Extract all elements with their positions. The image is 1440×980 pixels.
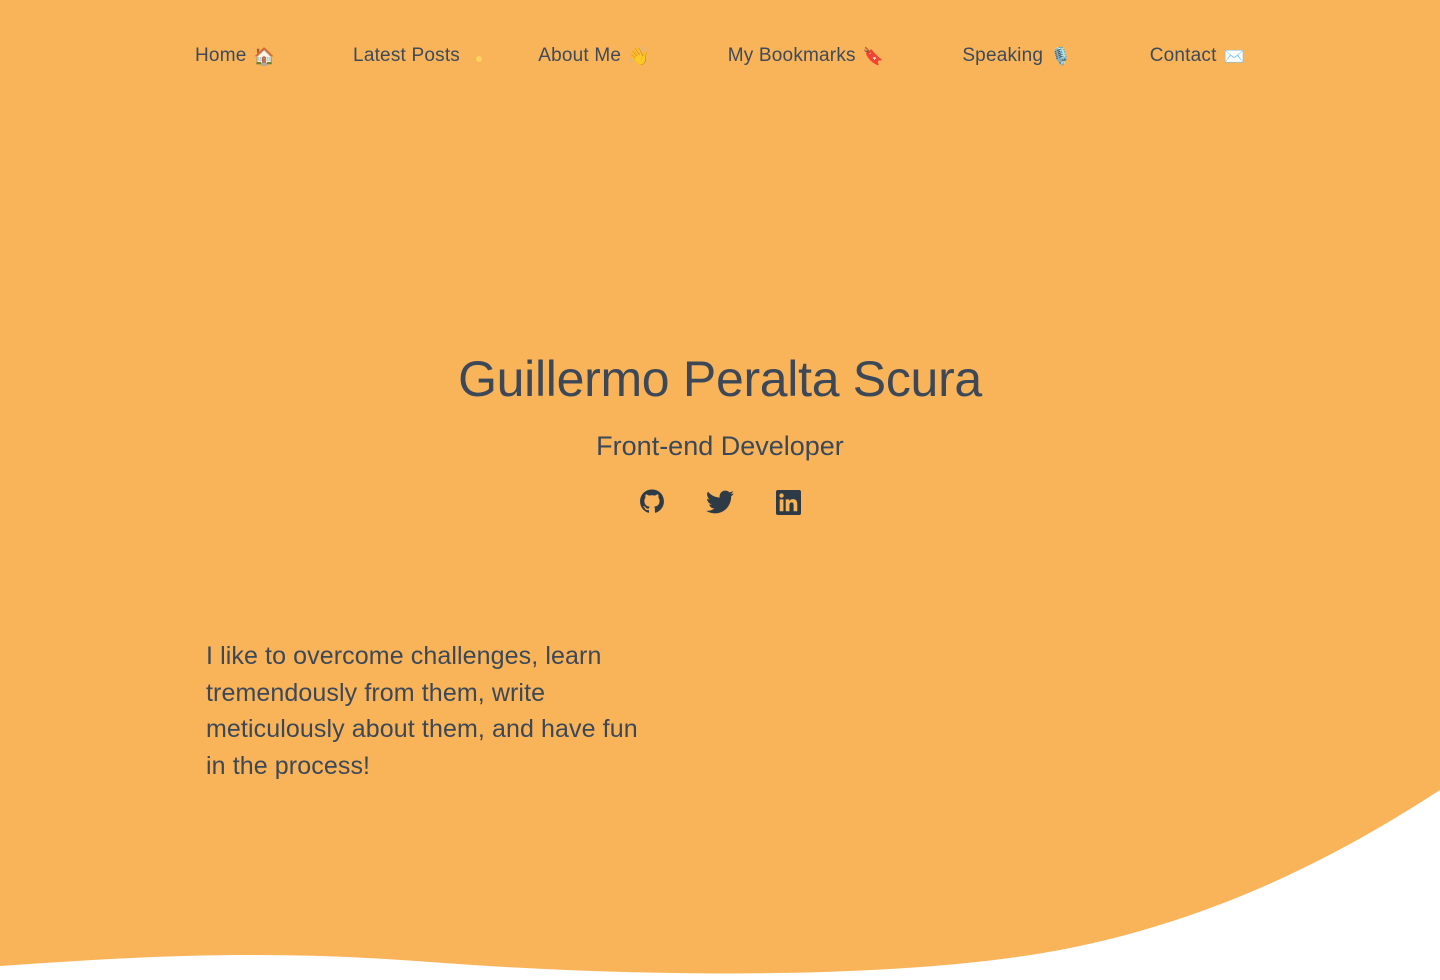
nav-item-home[interactable] — [195, 45, 275, 67]
page-subtitle: Front-end Developer — [596, 431, 844, 461]
nav-item-speaking[interactable] — [962, 45, 1071, 67]
nav-item-label: Speaking — [962, 45, 1044, 66]
nav-item-about-me[interactable] — [538, 45, 649, 67]
nav-item-label: Home — [195, 45, 247, 66]
linkedin-icon[interactable] — [774, 488, 802, 516]
waving-hand-icon: 👋 — [628, 46, 650, 66]
bookmark-icon: 🔖 — [862, 46, 885, 66]
envelope-icon: ✉️ — [1223, 46, 1245, 66]
social-links — [0, 488, 1440, 516]
new-posts-dot-indicator — [476, 56, 482, 62]
hero-section — [0, 352, 1440, 516]
github-icon[interactable] — [638, 488, 666, 516]
twitter-icon[interactable] — [706, 488, 734, 516]
nav-item-label: Contact — [1149, 45, 1217, 66]
house-icon: 🏠 — [253, 46, 275, 66]
nav-item-contact[interactable] — [1150, 45, 1245, 67]
microphone-icon: 🎙️ — [1050, 46, 1072, 66]
nav-list — [195, 45, 1245, 67]
nav-item-my-bookmarks[interactable] — [728, 45, 884, 67]
nav-item-label: About Me — [538, 45, 622, 66]
main-navigation — [0, 0, 1440, 112]
nav-item-label: My Bookmarks — [727, 45, 856, 66]
intro-blurb: I like to overcome challenges, learn tremendously from them, write meticulously about them, and have fun in the process! — [206, 642, 638, 780]
bottom-wave-decoration — [0, 790, 1440, 980]
page-title: Guillermo Peralta Scura — [458, 351, 982, 407]
nav-item-label: Latest Posts — [353, 45, 461, 66]
nav-item-latest-posts[interactable] — [353, 45, 460, 67]
